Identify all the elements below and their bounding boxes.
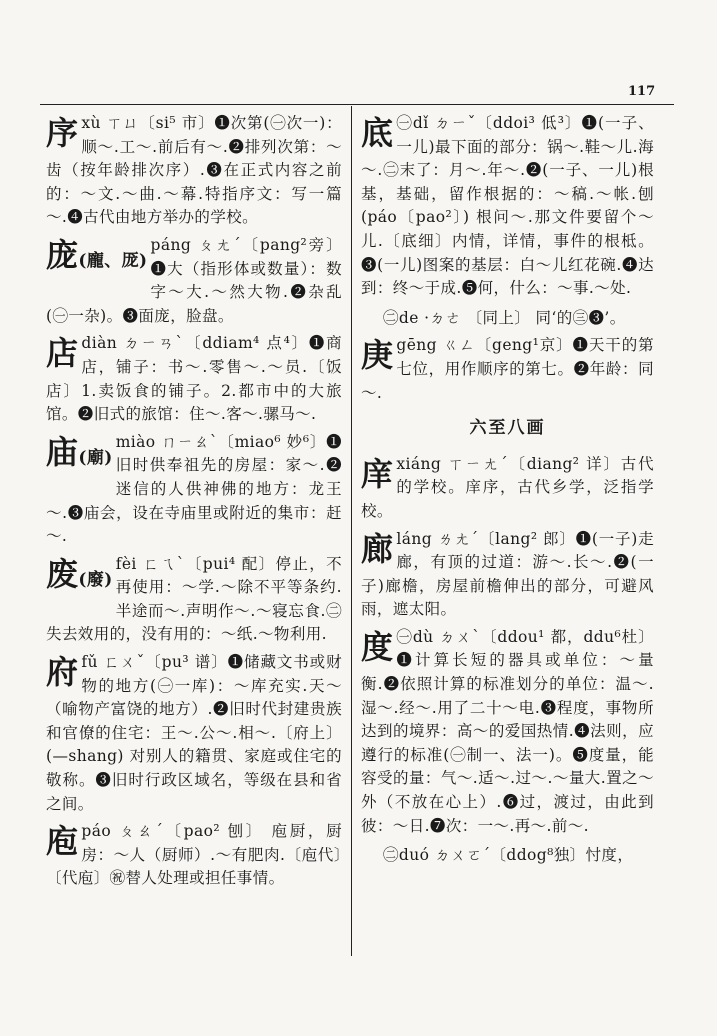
entry-text: miào ㄇㄧㄠˋ〔miao⁶ 妙⁶〕❶旧时供奉祖先的房屋：家～.❷迷信的人供神佛的地方：龙王～.❸庙会，设在寺庙里或附近的集市：赶～. [46, 432, 342, 546]
headword: 店 [46, 334, 79, 373]
entry-text: ㊀dù ㄉㄨˋ〔ddou¹ 都，ddu⁶杜〕❶计算长短的器具或单位：～量衡.❷依照计算的标准划分的单位：温～.湿～.经～.用了二十～电.❸程度，事物所达到的境界：高～的爱国热情.❹法则，应遵行的标准(㊀制一、法一)。❺度量，能容受的量：气～.适～.过～.～量大.置之～外（不放在心上）.❻过，渡过，由此到彼：～日.❼次：一～.再～.前～. [361, 627, 654, 835]
dictionary-entry [46, 234, 342, 328]
dictionary-entry [46, 553, 342, 647]
headword: 度 [361, 627, 394, 666]
headword: 庙(廟) [46, 432, 113, 471]
dictionary-entry [46, 820, 342, 891]
column-divider [351, 106, 352, 956]
variant-forms: (廟) [78, 447, 113, 468]
headword: 庠 [361, 454, 394, 493]
entry-text: láng ㄌㄤˊ〔lang² 郎〕❶(一子)走廊，有顶的过道：游～.长～.❷(一子)廊檐，房屋前檐伸出的部分，可避风雨，遮太阳。 [361, 529, 654, 619]
entry-text: xiáng ㄒㄧㄤˊ〔diang² 详〕古代的学校。庠序，古代乡学，泛指学校。 [361, 454, 654, 520]
dictionary-entry [361, 334, 654, 405]
entry-text: fèi ㄈㄟˋ〔pui⁴ 配〕停止，不再使用：～学.～除不平等条约.半途而～.声明作～.～寝忘食.㊁失去效用的，没有用的：～纸.～物利用. [46, 554, 342, 644]
right-column [361, 112, 654, 872]
entry-text: ㊁duó ㄉㄨㄛˊ〔ddog⁸独〕忖度， [383, 846, 634, 865]
entry-text: xù ㄒㄩ〔si⁵ 市〕❶次第(㊀次一)：顺～.工～.前后有～.❷排列次第：～齿（按年龄排次序）.❸在正式内容之前的：～文.～曲.～幕.特指序文：写一篇～.❹古代由地方举办的学校。 [46, 114, 342, 227]
entry-text: gēng ㄍㄥ〔geng¹京〕❶天干的第七位，用作顺序的第七。❷年龄：同～. [361, 336, 654, 402]
headword: 府 [46, 653, 79, 692]
dictionary-entry [46, 651, 342, 816]
headword: 庖 [46, 822, 79, 861]
entry-text: ㊁de ·ㄉㄜ 〔同上〕 同‘的㊂❸’。 [383, 308, 626, 327]
headword: 廊 [361, 529, 394, 568]
variant-forms: (廢) [78, 569, 113, 590]
entry-text: páo ㄆㄠˊ〔pao² 刨〕 庖厨，厨房：～人（厨师）.～有肥肉.〔庖代〕〔代庖〕㊗替人处理或担任事情。 [46, 822, 342, 888]
dictionary-entry [361, 528, 654, 622]
entry-text: fǔ ㄈㄨˇ〔pu³ 谱〕❶储藏文书或财物的地方(㊀一库)：～库充实.天～（喻物产富饶的地方）.❷旧时代封建贵族和官僚的住宅：王～.公～.相～.〔府上〕(—shang) 对别人的籍贯、家庭或住宅的敬称。❸旧时行政区域名，等级在县和省之间。 [46, 653, 342, 813]
dictionary-entry [361, 626, 654, 838]
dictionary-entry [46, 112, 342, 230]
headword: 庚 [361, 336, 394, 375]
section-heading: 六至八画 [469, 418, 546, 439]
left-column [46, 112, 342, 895]
headword: 底 [361, 114, 394, 152]
entry-text: ㊀dǐ ㄉㄧˇ〔ddoi³ 低³〕❶(一子、一儿)最下面的部分：锅～.鞋～儿.海～.㊁末了：月～.年～.❷(一子、一儿)根基，基础，留作根据的：～稿.～帐.刨 (páo〔pao²〕) 根问～.那文件要留个～儿.〔底细〕内情，详情，事件的根柢。❸(一儿)图案的基层：白～儿红花碗.❹达到：终～于成.❺何，什么：～事.～处. [361, 114, 654, 298]
variant-forms: (龐、厐) [78, 250, 148, 271]
dictionary-entry [361, 453, 654, 524]
dictionary-subentry [361, 844, 654, 868]
top-rule [40, 104, 674, 105]
entry-text: diàn ㄉㄧㄢˋ〔ddiam⁴ 点⁴〕❶商店，铺子：书～.零售～.～员.〔饭店〕1.卖饭食的铺子。2.都市中的大旅馆。❷旧式的旅馆：住～.客～.骡马～. [46, 334, 342, 424]
headword: 庞(龐、厐) [46, 235, 148, 274]
dictionary-entry [46, 431, 342, 549]
headword: 废(廢) [46, 554, 113, 593]
page-number: 117 [628, 84, 656, 99]
headword: 序 [46, 114, 79, 152]
dictionary-entry [361, 112, 654, 301]
entry-text: páng ㄆㄤˊ〔pang²旁〕❶大（指形体或数量）：数字～大.～然大物.❷杂乱(㊀一杂)。❸面庞，脸盘。 [46, 235, 342, 325]
dictionary-subentry [361, 307, 654, 331]
dictionary-entry [46, 332, 342, 426]
